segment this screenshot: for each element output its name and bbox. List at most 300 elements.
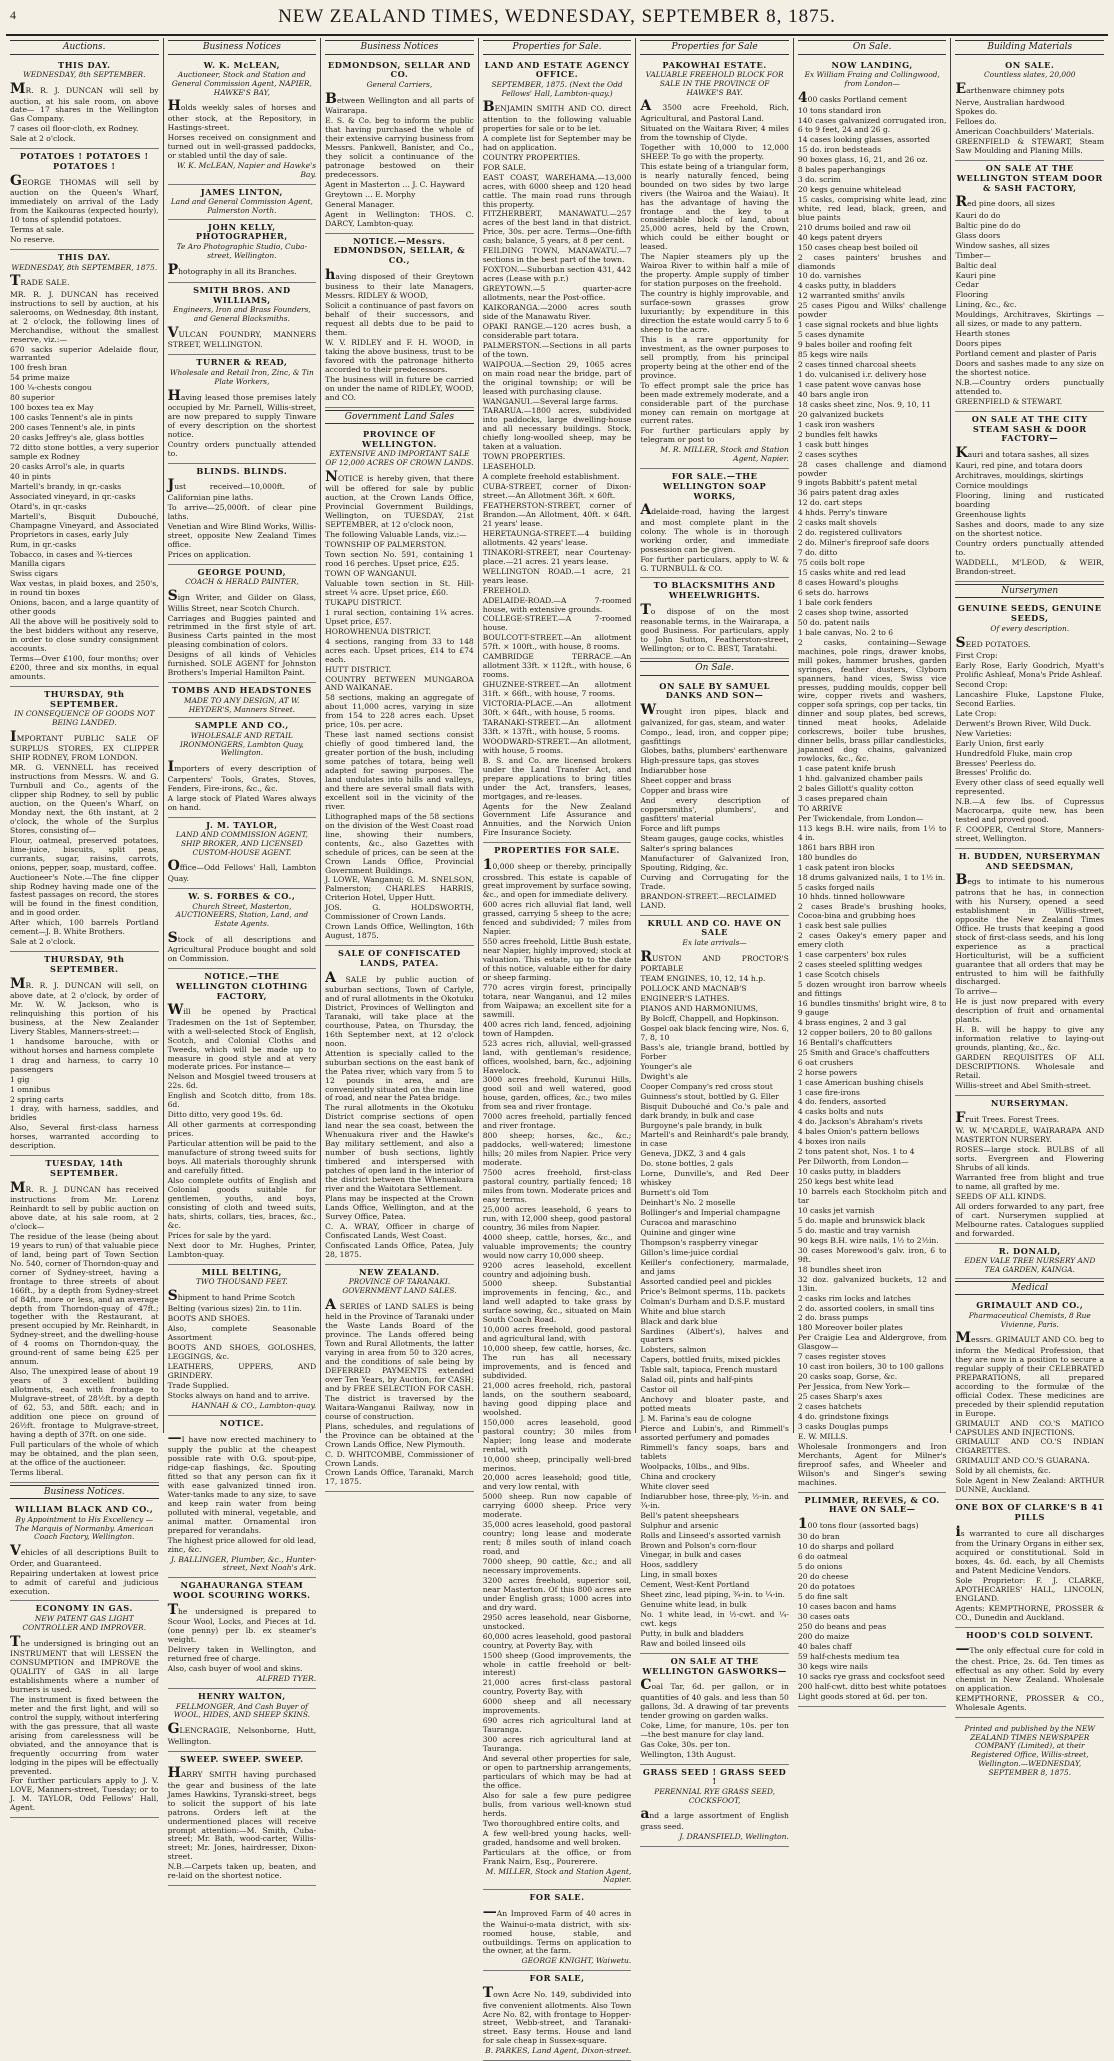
ad-text: 85 kegs wire nails [797,350,868,360]
ad-text: 1 case signal rockets and blue lights [797,320,939,330]
ad-text: 5000 sheep. Run now capable of carrying 6000 sheep. Price very moderate. [482,1492,632,1520]
ad-text: TRADE SALE. [10,273,70,290]
ad-text: HARRY SMITH having purchased the gear and business of the late James Hawkins, Tyranski-street, begs to solicit the support of his late patrons. Orders left at the undermentioned places will receive prompt attention:—M. Smith, Cuba-street; Mr. Bath, wood-carter, Willis-street; Mr. Jones, hairdresser, Dixon-street. [167,1765,317,1862]
ad-text: Crown Lands Office, Taranaki, March 17, 1875. [325,1468,474,1487]
ad-text: FEILDING TOWN, MANAWATU.—7 sections in the best part of the town. [482,246,632,265]
ad-text: 20 do cheese [797,1572,849,1582]
advertisement [10,1601,159,1818]
ad-text: White clover seed [640,1481,710,1491]
ad-text: 10 barrels each Stockholm pitch and tar [797,1187,947,1206]
ad-text: 20 casks Jeffrey's ale, glass bottles [10,433,145,443]
ad-text: 3 do. scrim [797,174,841,184]
ad-text: KEMPTHORNE, PROSSER & CO., Wholesale Agents. [955,1693,1105,1712]
ad-title: ON SALE. [1005,59,1055,70]
ad-text: Doors and sashes made to any size on the shortest notice. [955,359,1105,378]
ad-text: Gas Coke, 30s. per ton. [640,1739,731,1749]
advertisement [325,946,474,1264]
ad-text: High-pressure taps, gas stoves [640,756,759,766]
ad-text: Late Crop: [955,708,997,718]
ad-text: Early Rose, Early Goodrich, Myatt's Prolific Ashleaf, Mona's Pride Ashleaf. [955,660,1105,679]
ad-text: Wrought iron pipes, black and galvanized, for gas, steam, and water [640,702,789,727]
ad-title: GENUINE SEEDS, GENUINE SEEDS, [957,603,1102,624]
ad-text: 25,000 acres leasehold, 6 years to run, with 12,000 sheep, good pastoral country, 36 miles from Napier. [482,1204,632,1232]
ad-title: FOR SALE.—THE WELLINGTON SOAP WORKS, [662,471,767,501]
ad-text: IMPORTANT PUBLIC SALE OF SURPLUS STORES, EX CLIPPER SHIP RODNEY, FROM LONDON. [10,728,159,763]
ad-text: COUNTRY BETWEEN MUNGAROA AND WAIKANAE. [325,674,474,693]
ad-text: Sheet copper and brass [640,776,732,786]
ad-text: Greenhouse lights [955,510,1026,520]
ad-text: Martell's brandy, in qr.-casks [10,481,122,491]
ad-title: KRULL AND CO. HAVE ON SALE [647,917,782,938]
ad-text: 100 ¼-chests congou [10,383,92,393]
ad-text: New Varieties: [955,728,1012,738]
ad-text: Agent in Wellington: THOS. C. DARCY, Lambton-quay. [325,209,474,228]
ad-text: 5 do onions [797,1562,843,1572]
ad-text: 1 bale canvas, No. 2 to 6 [797,627,894,637]
ad-text: Derwent's Brown River, Wild Duck. [955,718,1092,728]
ad-text: 2 cases shop twine, assorted [797,607,909,617]
ad-text: Kauri do do [955,210,1001,220]
ad-title: ON SALE AT THE CITY STEAM SASH & DOOR FACTORY— [971,413,1088,444]
advertisement [10,250,159,687]
advertisement [483,1890,632,1971]
ad-text: 180 Moreover boiler plates [797,1323,903,1333]
ad-text: 80 superior [10,393,55,403]
ad-subtitle: IN CONSEQUENCE OF GOODS NOT BEING LANDED. [14,709,155,727]
ad-text: GREYTOWN.—5 quarter-acre allotments, near the Post-office. [482,284,632,303]
ad-text: A SERIES of LAND SALES is being held in the Province of Taranaki under the Waste Lands Board of the province. The Lands offered being Town and Rural Allotments, the latter varying in area from 50 to 320 acres, and the conditions of sale being by DEFERRED PAYMENTS extended over Ten Years, by Auction, for CASH; and by FREE SELECTION FOR CASH. [325,1296,474,1393]
ad-title: NOTICE.—Messrs. EDMONDSON, SELLAR, & CO., [333,235,466,265]
ad-subtitle: MADE TO ANY DESIGN, AT W. HEYDER'S, Manners Street. [184,695,300,714]
ad-text: Hundredfold Fluke, main crop [955,748,1073,758]
ad-text: N.B.—A few lbs. of Cupressus Macrocarpa, quite new, has been tested and proved good. [955,797,1105,825]
ad-title: NOW LANDING, [831,59,913,70]
ad-text: 9200 acres leasehold, excellent country and adjoining bush. [482,1260,632,1279]
ad-text: 21,000 acres first-class pastoral country, Poverty Bay, with [482,1678,632,1697]
ad-text: Assorted candied peel and pickles [640,1276,772,1286]
ad-subtitle: Ex William Fraing and Collingwood, from London— [804,70,940,89]
ad-text: 25 Smith and Grace's chaffcutters [797,1047,930,1057]
ad-text: Having leased those premises lately occupied by Mr. Parnell, Willis-street, are now prepared to supply Tinware of every description on the shortest notice. [167,387,317,439]
ad-text: Crown Lands Office, Wellington, 16th August, 1875. [325,922,474,941]
ad-subtitle: PROVINCE OF TARANAKI. GOVERNMENT LAND SALES. [342,1277,457,1296]
advertisement [168,58,317,185]
advertisement [168,220,317,283]
ad-text: Carriages and Buggies painted and retrimmed in the first style of art. Business Carts painted in the most pleasing combination of colors. [167,613,317,650]
ad-text: Putty, in bulk and bladders [640,1629,744,1639]
ad-title: TUESDAY, 14th SEPTEMBER. [45,1158,124,1178]
ad-text: Globes, baths, plumbers' earthenware [640,746,788,756]
ad-signature: J. BALLINGER, Plumber, &c., Hunter-street, Next Noah's Ark. [170,1554,317,1573]
ad-subtitle: PERENNIAL RYE GRASS SEED, COCKSFOOT, [654,1786,775,1805]
ad-text: Onions, bacon, and a large quantity of other goods [10,598,159,617]
advertisement [10,1502,159,1601]
advertisement [10,1156,159,1482]
advertisement [10,149,159,250]
advertisement [640,1654,789,1765]
ad-text: 670 sacks superior Adelaide flour, warranted [10,344,159,363]
ad-text: OPAKI RANGE.—120 acres bush, a considerable part totara. [482,321,632,340]
ad-text: HOROWHENUA DISTRICT. [325,626,431,636]
section-heading: Building Materials [955,40,1104,55]
ad-text: Town Acre No. 149, subdivided into five convenient allotments. Also Town Acre No. 82, with frontage to Hopper-street, Webb-street, and Taranaki-street. Easy terms. House and land for sale cheap in Sussex-square. [482,1985,632,2046]
ad-text: Baltic deal [955,260,997,270]
ad-text: A few well-bred young hacks, well-graded, handsome and well broken. [482,1828,632,1847]
advertisement [325,58,474,234]
ad-text: 2 tons patent shot, Nos. 1 to 4 [797,1147,915,1157]
ad-text: Prices for sale by the yard. [167,1230,272,1240]
ad-text: The following Valuable Lands, viz.:— [325,530,467,540]
ad-title: NEW ZEALAND. [359,1266,440,1277]
ad-text: Cedar [955,280,979,290]
ad-text: Copper and brass wire [640,786,728,796]
advertisement [640,679,789,916]
ad-text: All other garments at corresponding prices. [167,1120,317,1139]
ad-text: TO ARRIVE [797,803,843,813]
ad-text: Nelson and Mosgiel tweed trousers at 22s. 6d. [167,1072,317,1091]
ad-text: EAST COAST, WAREHAMA.—13,000 acres, with 6000 sheep and 120 head cattle. The main road runs through this property. [482,172,632,209]
ad-text: FOR SALE. [482,162,527,172]
ad-text: 12 do. cart steps [797,498,863,508]
advertisement [483,843,632,1890]
ad-text: BENJAMIN SMITH AND CO. direct attention to the following valuable properties for sale or to be let. [482,99,632,133]
advertisement [168,355,317,463]
ad-text: Vehicles of all descriptions Built to Order, and Guaranteed. [10,1543,159,1568]
ad-title: GEORGE POUND, [197,566,287,577]
ad-title: LAND AND ESTATE AGENCY OFFICE. [484,59,630,80]
ad-text: Lancashire Fluke, Lapstone Fluke, Second Earlies. [955,689,1105,708]
imprint: Printed and published by the NEW ZEALAND TIMES NEWSPAPER COMPANY (Limited), at their Registered Office, Willis-street, Wellington.—WEDNESDAY, SEPTEMBER 8, 1875. [964,1723,1095,1777]
ad-text: WOODWARD-STREET.—An allotment, with house, 5 rooms. [482,736,632,755]
ad-title: NGAHAURANGA STEAM WOOL SCOURING WORKS. [173,1580,311,1601]
ad-text: Repairing undertaken at lowest price to admit of careful and judicious execution. [10,1568,159,1596]
ad-text: TOWN OF WANGANUI. [325,569,417,579]
ad-text: Town section No. 591, containing 1 rood 16 perches. Upset price, £25. [325,550,474,569]
ad-text: 200 do maize [797,1632,850,1641]
ad-text: Together with 10,000 to 12,000 SHEEP. To go with the property. [640,142,789,161]
ad-text: Coal Tar, 6d. per gallon, or in quantities of 40 gals. and less than 50 gallons, 3d. A drawing of tar prevents tender growing on garden walks. [640,1677,789,1720]
ad-text: 4 sections, ranging from 33 to 148 acres each. Upset prices, £14 to £74 each. [325,636,474,664]
ad-text: 800 sheep; horses, &c., &c.; paddocks, well-watered; limestone hills; 20 miles from Napier. Price very moderate. [482,1131,632,1168]
ad-text: Lobsters, salmon [640,1345,707,1355]
ad-text: 1 handsome barouche, with or without horses and harness complete [10,1036,159,1055]
ad-text: All the above will be positively sold to the best bidders without any reserve, in order to close sundry consignment accounts. [10,617,159,654]
ad-text: Horses received on consignment and turned out in well-grassed paddocks, or stabled until the day of sale. [167,132,317,160]
ad-text: Terms at sale. [10,224,64,234]
ad-text: HUTT DISTRICT. [325,664,392,674]
ad-text: COUNTRY PROPERTIES. [482,152,581,162]
ad-text: 2 cases steeled splitting wedges [797,960,923,970]
ad-text: Cooper Company's red cross stout [640,1081,773,1091]
ad-text: 15 casks white and red lead [797,568,906,578]
ad-signature: W. K. McLEAN, Napier and Hawke's Bay. [176,160,317,179]
ad-text: PALMERSTON.—Sections in all parts of the town. [482,340,632,359]
ad-text: TARARUA.—1800 acres, subdivided into paddocks, large dwelling-house and all necessary buildings. Stock, chiefly long-woolled sheep, may be taken at a valuation. [482,406,632,452]
ad-text: Bollinger's and Imperial champagne [640,1208,781,1218]
section-heading: Properties for Sale. [483,40,632,55]
ad-text: 28 cases challenge and diamond powder [797,459,947,478]
ad-text: To effect prompt sale the price has been made extremely moderate, and a considerable part of the purchase money can remain on mortgage at current rates. [640,380,789,426]
ad-text: Delivery taken in Wellington, and returned free of charge. [167,1645,317,1664]
ad-text: Table salt, tapioca, French mustard [640,1365,778,1375]
ad-text: 30 cases oats [797,1612,850,1622]
ad-text: 10,000 sheep, few cattle, horses, &c. The run has all necessary improvements, and is fenced and subdivided. [482,1344,632,1380]
ad-subtitle: WEDNESDAY, 8th SEPTEMBER, 1875. [11,262,158,272]
advertisement [955,1500,1104,1627]
section-heading: Government Land Sales [325,410,474,425]
ad-subtitle: Church Street, Masterton, AUCTIONEERS, Station, Land, and Estate Agents. [175,901,309,929]
ad-text: 3 casks Douglas pumps [797,1421,889,1431]
ad-text: English and Scotch ditto, from 18s. 6d. [167,1091,317,1110]
advertisement [10,58,159,150]
ad-text: 20 casks soap, Gorse, &c. [797,1372,898,1382]
ad-text: Do. stone bottles, 2 gals [640,1159,734,1169]
ad-text: 1 cask iron washers [797,419,875,429]
ad-text: Sign Writer, and Gilder on Glass, Willis Street, near Scotch Church. [167,588,317,613]
ad-text: The residue of the lease (being about 19 years to run) of that valuable piece of land, being part of Town Section No. 540, corner of Thorndon-quay and corner of Sydney-street, having a frontage to three streets of about 166ft., by a depth from Sydney-street of 84ft., more or less, and an average depth from Thorndon-quay of 47ft.; together with the Restaurant, at present occupied by Mr. Reinhardt, in Sydney-street, and the dwelling-house of 4 rooms on Thorndon-quay, the ground-rent of same being £25 per annum. [10,1231,159,1367]
ad-text: 35,000 acres leasehold, good pastoral country; long lease and moderate rent; 8 miles south of inland coach road, and [482,1520,632,1557]
ad-text: 1 gig [10,1074,30,1084]
ad-text: TEAM ENGINES, 10, 12, 14 h.p. [640,974,766,984]
ad-text: 1 cask patent iron blocks [797,862,895,872]
ad-text: Curving and Corrugating for the Trade. [640,872,789,891]
ad-text: Dwight's ale [640,1071,688,1081]
ad-text: Bresses' Peerless do. [955,758,1037,768]
ad-text: 4 brass engines, 2 and 3 gal [797,1017,907,1027]
ad-text: 1 case fire-irons [797,1087,860,1097]
ad-text: 100 boxes tea ex May [10,403,94,413]
ad-text: Prices on application. [167,549,251,559]
ad-title: HOOD'S COLD SOLVENT. [965,1629,1094,1640]
ad-text: BOULCOTT-STREET.—An allotment 57ft. × 100ft., with house, 8 rooms. [482,633,632,652]
ad-text: Sardines (Albert's), halves and quarters [640,1326,789,1345]
ad-title: H. BUDDEN, NURSERYMAN AND SEEDSMAN, [958,851,1101,871]
ad-text: —I have now erected machinery to supply the public at the cheapest possible rate with O.G. spout-pipe, ridge-cap flashings, &c. Spouting fitted so that any person can fix it with ease galvanized tinned iron. Water-tanks made to any size, to save and keep rain water from being polluted with mineral, vegetable, and animal matter. Ornamental iron prepared for verandahs. [167,1429,317,1535]
ad-text: 7000 acres freehold, partially fenced and river frontage. [482,1112,632,1131]
ad-text: First Crop: [955,651,998,661]
ad-title: W. K. McLEAN, [203,59,281,70]
advertisement [168,283,317,355]
column [164,38,322,1881]
ad-subtitle: General Carriers, [366,79,433,89]
ad-text: 400 casks Portland cement [797,89,907,106]
ad-text: 4 do. Jackson's Abraham's rivets [797,1117,923,1127]
ad-text: Also, cash buyer of wool and skins. [167,1664,303,1674]
advertisement [168,1752,317,1887]
ad-text: MR. R. J. DUNCAN will sell by auction, at his sale room, on above date— 17 shares in the Wellington Gas Company. [10,81,159,124]
ad-text: Flooring [955,290,989,300]
ad-text: 2 do. registered cullivators [797,528,902,538]
ad-text: Sulphur and arsenic [640,1520,719,1530]
ad-text: WELLINGTON ROAD.—1 acre, 21 years lease. [482,566,632,585]
ad-text: Ditto ditto, very good 19s. 6d. [167,1110,283,1120]
ad-text: W. V. RIDLEY and F. H. WOOD, in taking the above business, trust to be favored with the patronage hitherto accorded to their predecessors. [325,337,474,374]
ad-title: TO BLACKSMITHS AND WHEELWRIGHTS. [653,580,776,601]
ad-text: Also, Several first-class harness horses, warranted according to description. [10,1123,159,1151]
ad-text: Plans, schedules, and regulations of the Province can be obtained at the Crown Lands Office, New Plymouth. [325,1421,474,1449]
ad-subtitle: SEPTEMBER, 1875. (Next the Odd Fellows' Hall, Lambton-quay.) [491,79,623,98]
ad-text: Martell's and Reinhardt's pale brandy, in case [640,1130,789,1149]
ad-text: These last named sections consist chiefly of good timbered land, the greater portion of the bush, including some patches of totara, being well adapted for sawing purposes. The land undulates into hills and valleys, and there are several small flats with excellent soil in the vicinity of the river. [325,730,474,811]
ad-text: LEASEHOLD. [482,462,536,472]
ad-title: J. M. TAYLOR, [206,819,278,830]
advertisement [955,161,1104,412]
ad-text: TUKAPU DISTRICT. [325,597,402,607]
ad-text: 2 bales Gillott's quality cotton [797,783,914,793]
column [479,38,637,2056]
ad-text: 1 case carpenters' box rules [797,950,907,960]
ad-text: 15 casks, comprising white lead, zinc white, red lead, black, green, and blue paints [797,194,947,222]
ad-text: The business will in future be carried on under the name of RIDLEY, WOOD, and CO. [325,374,474,402]
ad-text: 770 acres virgin forest, principally totara, near Wanganui, and 12 miles from Waipawa; an excellent site for a sawmill. [482,982,632,1019]
ad-title: PROPERTIES FOR SALE. [494,845,620,856]
ad-text: Country orders punctually attended to. [955,539,1105,557]
ad-text: Venetian and Wire Blind Works, Willis-street, opposite New Zealand Times office. [167,521,317,549]
ad-text: ADELAIDE-ROAD.—A 7-roomed house, with extensive grounds. [482,595,632,614]
advertisement [640,58,789,470]
ad-text: 1 cask best sale pullies [797,921,887,931]
ad-text: Sashes and doors, made to any size on the shortest notice. [955,520,1105,539]
ad-subtitle: Wholesale and Retail Iron, Zinc, & Tin Plate Workers, [169,368,314,386]
ad-text: No. 1 white lead, in ½-cwt. and ¼-cwt. kegs [640,1610,789,1629]
advertisement [168,1416,317,1579]
ad-text: American Coachbuilders' Materials. [955,127,1095,137]
ad-signature: ALFRED TYER. [256,1674,317,1684]
ad-subtitle: Te Aro Photographic Studio, Cuba-street, Wellington. [176,242,308,260]
advertisement [168,565,317,684]
ad-text: 2 cases hatchets [797,1402,862,1412]
ad-subtitle: WHOLESALE AND RETAIL IRONMONGERS, Lambton Quay, Wellington. [179,731,304,758]
ad-text: GARDEN REQUISITES OF ALL DESCRIPTIONS. Wholesale and Retail. [955,1053,1105,1080]
ad-title: HENRY WALTON, [198,1690,286,1701]
ad-title: R. DONALD, [998,1245,1061,1256]
ad-text: Per Jessica, from New York— [797,1382,910,1392]
ad-text: SEEDS OF ALL KINDS. [955,1191,1047,1201]
ad-text: 20 kegs genuine whitelead [797,184,902,194]
ad-text: 30 do bran [797,1532,840,1542]
ad-text: 18 casks sheet zinc, Nos. 9, 10, 11 [797,399,931,409]
ad-text: FITZHERBERT, MANAWATU.—257 acres of the best land in that district. Price, 30s. per acre. Terms—One-fifth cash; balance, 5 years, at 8 per cent. [482,209,632,246]
advertisement [10,952,159,1156]
ad-text: FREEHOLD. [482,585,531,595]
ad-title: ON SALE AT THE WELLINGTON STEAM DOOR & SASH FACTORY, [956,163,1103,193]
ad-text: Felloes do. [955,117,997,127]
ad-text: Just received—10,000ft. of Californian pine laths. [167,477,317,502]
ad-text: GRIMAULT AND CO.'S MATICO CAPSULES AND INJECTIONS. [955,1418,1105,1437]
ad-text: 21,000 acres freehold, rich, pastoral lands, on the southern seaboard, having good dipping place and woolshed. [482,1380,632,1417]
ad-text: TINAKORI-STREET, near Courtenay-place.—21 acres. 21 years lease. [482,547,632,566]
ad-text: 4 hhds. Perry's tinware [797,508,888,518]
ad-text: Wax vestas, in plaid boxes, and 250's, in round tin boxes [10,579,159,598]
ad-text: 1 bale cork fenders [797,597,873,607]
ad-text: Photography in all its Branches. [167,261,297,278]
ad-text: 16 bundles tinsmiths' bright wire, 8 to 9 gauge [797,998,947,1017]
ad-text: A complete freehold establishment. [482,472,620,482]
ad-text: 5 do. maple and brunswick black [797,1215,925,1225]
ad-text: GRIMAULT AND CO.'S GUARANA. [955,1456,1090,1466]
ad-text: 2 do. brass pumps [797,1313,869,1323]
ad-text: 12 copper boilers, 20 to 80 gallons [797,1027,932,1037]
ad-text: Situated on the Waitara River, 4 miles from the township of Clyde. [640,123,789,142]
ad-text: HERETAUNGA-STREET.—4 building allotments. 42 years' lease. [482,528,632,547]
ad-text: 4000 sheep, cattle, horses, &c., and valuable improvements; the country would now carry 10,000 sheep. [482,1232,632,1260]
advertisement [168,1578,317,1689]
ad-text: 10 do. varnishes [797,271,862,281]
ad-text: 6 oat crushers [797,1057,854,1067]
ad-subtitle: VALUABLE FREEHOLD BLOCK FOR SALE IN THE PROVINCE OF HAWKE'S BAY. [645,70,784,97]
ad-text: POLLOCK AND MACNAB'S [640,984,747,994]
ad-text: Salter's spring balances [640,844,733,853]
ad-text: 6 do oatmeal [797,1552,848,1562]
ad-text: Kauri, red pine, and totara doors [955,461,1083,471]
ad-title: EDMONDSON, SELLAR AND CO. [327,59,471,80]
ad-text: WAIPOUA.—Section 29, 1065 acres on main road near the bridge, part of the original township; or will be leased with purchasing clause. [482,359,632,396]
ad-text: Lithographed maps of the 58 sections on the division of the West Coast road line, showing their numbers, contents, &c., also Gazettes with schedule of prices, can be seen at the Crown Lands Office, Provincial Government Buildings. [325,811,474,875]
ad-text: 100 fresh bran [10,363,67,373]
ad-text: MR. R. J. DUNCAN has received instructions to sell by auction, at his salerooms, on Wednesday, 8th instant, at 2 o'clock, the following lines of Merchandise, without the smallest reserve, viz.:— [10,289,159,344]
ad-text: The rural allotments in the Okotuku District comprise sections of open land near the sea coast, between the Whenuakura river and the Hawke's Bay military settlement, and also a number of bush sections, lightly timbered and interspersed with patches of open land in the interior of the district between the Whenuakura river and the Waitotara Settlement. [325,1103,474,1193]
ad-text: 100 casks Tennent's ale in pints [10,413,133,423]
ad-text: Rolls and Linseed's assorted varnish [640,1530,781,1540]
ad-text: Salad oil, pints and half-pints [640,1375,753,1385]
ad-text: Gillon's lime-juice cordial [640,1247,739,1257]
section-heading: On Sale. [798,40,947,55]
advertisement [168,185,317,220]
ad-text: Force and lift pumps [640,824,721,834]
ad-text: 2 do. Milner's fireproof safe doors [797,538,930,548]
ad-title: PROVINCE OF WELLINGTON. [362,429,437,449]
ad-text: 2 casks rim locks and latches [797,1293,911,1303]
ad-text: 4 do. grindstone fixings [797,1411,889,1421]
ad-text: GREENFIELD & STEWART, Steam Saw Moulding and Planing Mills. [955,137,1105,156]
advertisement [325,1265,474,1493]
ad-title: FOR SALE, [529,1973,585,1984]
ad-title: TURNER & READ, [196,357,288,368]
ad-text: 16 Bentall's chaffcutters [797,1037,893,1047]
ad-text: 1861 bars BBH iron [797,842,875,852]
ad-text: 180 bundles do [797,852,857,862]
ad-text: 400 acres rich land, fenced, adjoining town of Hampden. [482,1019,632,1038]
ad-text: 20,000 acres leasehold; good title, and very low rental, with [482,1473,632,1492]
ad-text: J. LOWE, Wanganui; G. M. SNELSON, Palmerston; CHARLES HARRIS, Criterion Hotel, Upper Hutt. [325,875,474,903]
ad-text: For further particulars, apply to W. & G. TURNBULL & CO. [640,554,789,573]
advertisement [168,683,317,718]
ad-text: Sale at 2 o'clock. [10,937,76,947]
ad-text: 1 case American bushing chisels [797,1077,924,1087]
masthead [6,0,1108,36]
ad-text: Thompson's raspberry vinegar [640,1237,759,1247]
ad-text: Agents: KEMPTHORNE, PROSSER & CO., Dunedin and Auckland. [955,1603,1105,1622]
ad-title: W. S. FORBES & CO., [188,890,296,901]
ad-text: Manilla cigars [10,559,66,569]
ad-text: Designs of all kinds of Vehicles furnished. SOLE AGENT for Johnston Brothers's Imperial Hamilton Paint. [167,650,317,678]
advertisement [168,464,317,565]
ad-text: 3000 acres freehold, Kurunui Hills, good soil and well watered, good house, garden, offices, &c.; two miles from sea and river frontage. [482,1075,632,1112]
ad-text: 5 do. mastic and tray varnish [797,1225,911,1235]
ad-text: ROSES—large stock. BULBS of all sorts. Evergreen and Flowering Shrubs of all kinds. [955,1145,1105,1172]
advertisement [10,687,159,952]
ad-subtitle: COACH & HERALD PAINTER, [185,577,299,587]
ad-text: Bisquit Dubouché and Co.'s pale and dark brandy, in bulk and case [640,1101,789,1120]
ad-text: MR. G. VENNELL has received instructions from Messrs. W. and G. Turnbull and Co., agents of the clipper ship Rodney, to sell by public auction, on the Queen's Wharf, on Monday next, the 6th instant, at 2 o'clock, the whole of the Surplus Stores, consisting of— [10,763,159,835]
advertisement [325,234,474,408]
ad-text: Anchovy and bloater paste, and potted meats [640,1395,789,1414]
ad-signature: M. R. MILLER, Stock and Station Agent, Napier. [660,445,789,464]
ad-text: 10 casks jet varnish [797,1205,875,1215]
ad-title: BLINDS. BLINDS. [196,465,288,476]
ad-text: MR. R. J. DUNCAN will sell, on above date, at 2 o'clock, by order of Mr. W. W. Jackson, who is relinquishing this portion of his business, at the New Zealander Livery Stables, Manners-street:— [10,975,159,1036]
ad-text: Per Twickendale, from London— [797,813,924,823]
